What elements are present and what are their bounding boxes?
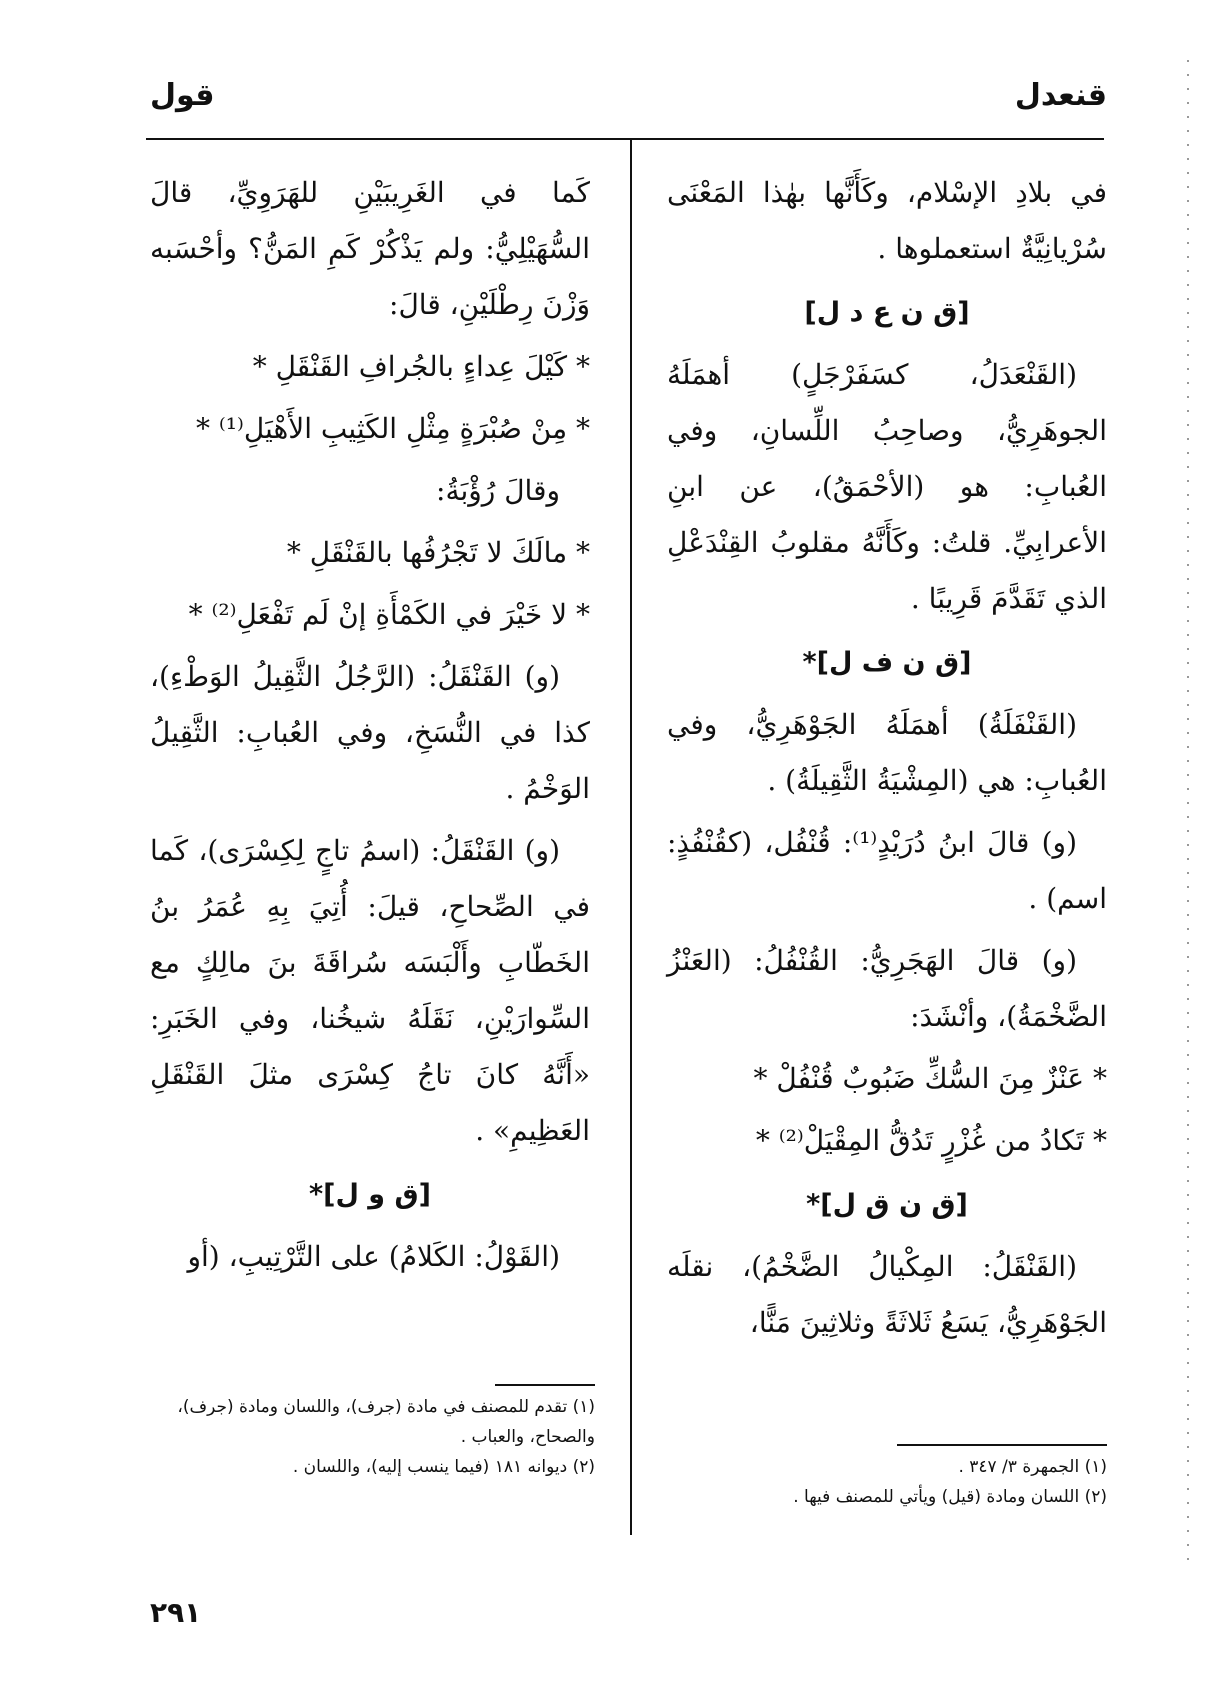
entry-heading-qnql: [ق ن ق ل]*: [806, 1189, 968, 1220]
entry-text: (و) قالَ ابنُ دُرَيْدٍ⁽¹⁾: قُنْفُل، (كقُنْفُذٍ: اسم) .: [667, 826, 1107, 915]
entry-text: (و) قالَ الهَجَرِيُّ: القُنْفُلُ: (العَنْزُ الضَّخْمَةُ)، وأنْشَدَ:: [667, 944, 1107, 1033]
running-head-left: قول: [150, 78, 215, 113]
footnote-rule-right: [897, 1444, 1107, 1446]
verse-line: * تَكادُ من غُزْرٍ تَدُقُّ المِقْيَلْ⁽²⁾ *: [755, 1124, 1107, 1157]
page-number: ٢٩١: [150, 1596, 202, 1629]
verse-line: * مِنْ صُبْرَةٍ مِثْلِ الكَثِيبِ الأَهْيَلِ⁽¹⁾ *: [195, 412, 590, 445]
footnote: (١) تقدم للمصنف في مادة (جرف)، واللسان ومادة (جرف)، والصحاح، والعباب .: [177, 1397, 595, 1447]
entry-text: (القَنْعَدَلُ، كسَفَرْجَلٍ) أهمَلَهُ الجوهَرِيُّ، وصاحِبُ اللِّسانِ، وفي العُبابِ: هو (الأحْمَقُ)، عن ابنِ الأعرابِيِّ. قلتُ: وكَأَنَّهُ مقلوبُ القِنْدَعْلِ الذي تَقَدَّمَ قَرِيبًا .: [667, 358, 1107, 615]
footnote-rule-left: [495, 1384, 595, 1386]
entry-text: في بلادِ الإسْلام، وكَأَنَّها بهٰذا المَعْنَى سُرْيانِيَّةٌ استعملوها .: [667, 176, 1107, 265]
entry-text: (و) القَنْقَلُ: (اسمُ تاجٍ لِكِسْرَى)، كَما في الصِّحاحِ، قيلَ: أُتِيَ بِهِ عُمَرُ بنُ الخَطّابِ وأَلْبَسَه سُراقَةَ بنَ مالِكٍ مع السِّوارَيْنِ، نَقَلَهُ شيخُنا، وفي الخَبَرِ: «أَنَّهُ كانَ تاجُ كِسْرَى مثلَ القَنْقَلِ العَظِيمِ» .: [150, 834, 590, 1147]
verse-line: * مالَكَ لا تَجْرُفُها بالقَنْقَلِ *: [286, 536, 590, 569]
right-column: [667, 165, 1107, 1357]
footnote: (١) الجمهرة ٣/ ٣٤٧ .: [958, 1457, 1107, 1477]
verse-line: * لا خَيْرَ في الكَمْأَةِ إنْ لَم تَفْعَلِ⁽²⁾ *: [188, 598, 590, 631]
left-column: [150, 165, 590, 1291]
footnote: (٢) ديوانه ١٨١ (فيما ينسب إليه)، واللسان .: [292, 1457, 595, 1477]
verse-line: * كَيْلَ عِداءٍ بالجُرافِ القَنْقَلِ *: [252, 350, 590, 383]
entry-text: كَما في الغَرِيبَيْنِ للهَرَوِيِّ، قالَ السُّهَيْلِيُّ: ولم يَذْكُرْ كَمِ المَنُّ؟ وأحْسَبه وَزْنَ رِطْلَيْنِ، قالَ:: [150, 176, 590, 321]
footnotes-left: [150, 1392, 595, 1482]
entry-text: (القَوْلُ: الكَلامُ) على التَّرْتِيبِ، (أو: [187, 1240, 560, 1273]
scan-edge-dots: [1187, 60, 1189, 1560]
entry-text: وقالَ رُؤْبَةُ:: [436, 474, 560, 507]
footnotes-right: [667, 1452, 1107, 1512]
entry-heading-qnfl: [ق ن ف ل]*: [802, 647, 972, 678]
verse-line: * عَنْزٌ مِنَ السُّكِّ ضَبُوبٌ قُنْفُلْ *: [753, 1062, 1107, 1095]
footnote: (٢) اللسان ومادة (قيل) ويأتي للمصنف فيها .: [793, 1487, 1107, 1507]
column-divider: [630, 140, 632, 1535]
entry-text: (القَنْقَلُ: المِكْيالُ الضَّخْمُ)، نقلَه الجَوْهَرِيُّ، يَسَعُ ثَلاثَةً وثلاثِينَ مَنًّا،: [667, 1250, 1107, 1339]
running-head-right: قنعدل: [1014, 78, 1107, 113]
header-rule: [146, 138, 1104, 140]
entry-text: (القَنْفَلَةُ) أهمَلَهُ الجَوْهَرِيُّ، وفي العُبابِ: هي (المِشْيَةُ الثَّقِيلَةُ) .: [667, 708, 1107, 797]
entry-text: (و) القَنْقَلُ: (الرَّجُلُ الثَّقِيلُ الوَطْءِ)، كذا في النُّسَخِ، وفي العُبابِ: الثَّقِيلُ الوَخْمُ .: [150, 660, 590, 805]
entry-heading-qwl: [ق و ل]*: [309, 1179, 431, 1210]
entry-heading-qndl: [ق ن ع د ل]: [804, 297, 970, 328]
